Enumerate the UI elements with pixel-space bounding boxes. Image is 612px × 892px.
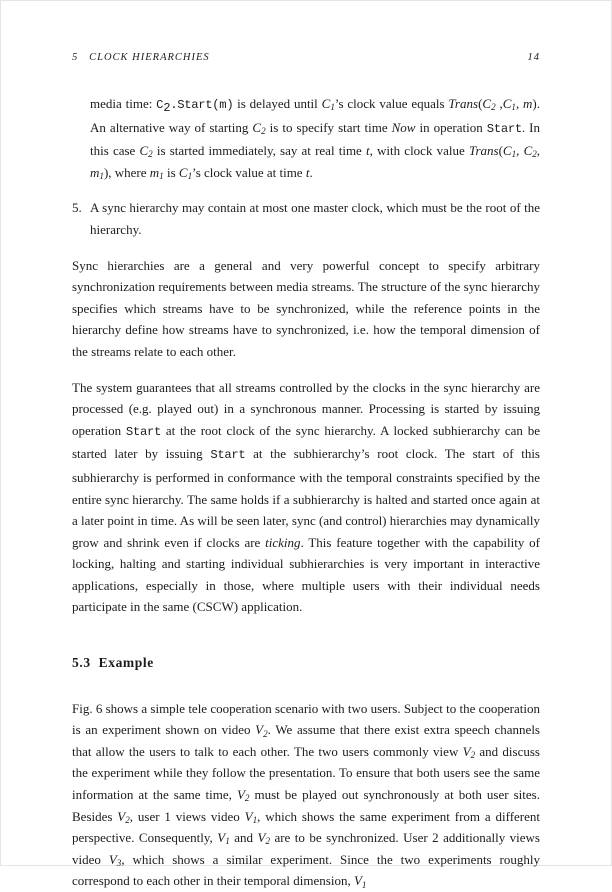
page-number: 14 (527, 52, 540, 63)
paragraph-example: Fig. 6 shows a simple tele cooperation scenario with two users. Subject to the cooperation is an experiment shown on video $V_2$. We assume that there exist extra speech channels that allow the users to talk to each other. The two users commonly view $V_2$ and discuss the experiment while they follow the presentation. To ensure that both users see the same information at the same time, $V_2$ must be played out synchronously at both user sites. Besides $V_2$, user 1 views video $V_1$, which shows the same experiment from a different perspective. Consequently, $V_1$ and $V_2$ are to be synchronized. User 2 additionally views video $V_3$, which shows a similar experiment. Since the two experiments roughly correspond to each other in their temporal dimension, $V_1$ (72, 700, 540, 890)
list-item-5 (72, 197, 540, 240)
running-head: 5 CLOCK HIERARCHIES (72, 52, 210, 63)
section-heading-5-3-example: 5.3 Example (72, 655, 154, 671)
page-header (72, 52, 540, 63)
list-item-4-continuation: media time: $C_2.Start(m)$ is delayed until $C_1’s$ clock value equals $Trans(C_2$ $,C_1$, m). An alternative way of starting $C_2$ is to specify start time Now in operation Start. In this case $C_2$ is started immediately, say at real time t, with clock value $Trans(C_1$, $C_2$, $m_1$), where $m_1$ is $C_1’s$ clock value at time t. (90, 96, 541, 182)
list-item-5-marker: 5. (72, 200, 82, 216)
paragraph-system-guarantees: The system guarantees that all streams controlled by the clocks in the sync hierarchy are processed (e.g. played out) in a synchronous manner. Processing is started by issuing operation Start at the root clock of the sync hierarchy. A locked subhierarchy can be started later by issuing Start at the subhierarchy’s root clock. The start of this subhierarchy is performed in conformance with the temporal constraints specified by the entire sync hierarchy. The same holds if a subhierarchy is halted and started once again at a later point in time. As will be seen later, sync (and control) hierarchies may dynamically grow and shrink even if clocks are ticking. This feature together with the capability of locking, halting and starting individual subhierarchies is very important in interactive applications, especially in those, where multiple users with their individual needs participate in the same (CSCW) application. (72, 379, 541, 615)
paragraph-sync-hierarchies: Sync hierarchies are a general and very powerful concept to specify arbitrary synchronization requirements between media streams. The structure of the sync hierarchy specifies which streams have to be synchronized, while the reference points in the hierarchy define how streams have to synchronized, i.e. how the temporal dimension of the streams relate to each other. (72, 257, 540, 359)
list-item-5-text: A sync hierarchy may contain at most one master clock, which must be the root of the hierarchy. (90, 200, 540, 237)
